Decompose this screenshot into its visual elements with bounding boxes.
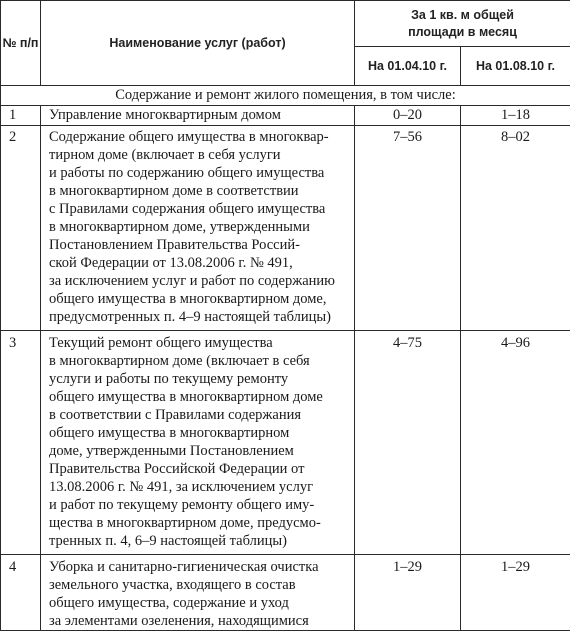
row-value-apr: 7–56 bbox=[355, 126, 461, 331]
table-row bbox=[1, 106, 570, 126]
header-date-1: На 01.04.10 г. bbox=[355, 47, 461, 86]
table-row bbox=[1, 126, 570, 331]
row-description-line: Содержание общего имущества в многоквар- bbox=[49, 128, 350, 146]
section-row bbox=[1, 86, 570, 106]
row-description-line: общего имущества в многоквартирном bbox=[49, 424, 350, 442]
row-description-line: Правительства Российской Федерации от bbox=[49, 460, 350, 478]
row-description-line: с Правилами содержания общего имущества bbox=[49, 200, 350, 218]
header-num: № п/п bbox=[1, 1, 41, 86]
row-value-aug: 4–96 bbox=[461, 331, 570, 555]
row-value-aug: 8–02 bbox=[461, 126, 570, 331]
row-description-line: Текущий ремонт общего имущества bbox=[49, 334, 350, 352]
row-description-line: ской Федерации от 13.08.2006 г. № 491, bbox=[49, 254, 350, 272]
header-price-group: За 1 кв. м общей площади в месяц bbox=[355, 1, 570, 47]
row-description-line: общего имущества, содержание и уход bbox=[49, 594, 350, 612]
header-date-2: На 01.08.10 г. bbox=[461, 47, 570, 86]
row-description-line: за элементами озеленения, находящимися bbox=[49, 612, 350, 630]
row-number: 3 bbox=[1, 331, 41, 555]
row-value-apr: 0–20 bbox=[355, 106, 461, 126]
row-description-line: за исключением услуг и работ по содержанию bbox=[49, 272, 350, 290]
row-description-line: тирном доме (включает в себя услуги bbox=[49, 146, 350, 164]
table-row bbox=[1, 555, 570, 631]
row-description-line: и работ по текущему ремонту общего иму- bbox=[49, 496, 350, 514]
header-row bbox=[1, 1, 570, 47]
row-description-line: в соответствии с Правилами содержания bbox=[49, 406, 350, 424]
row-description-line: предусмотренных п. 4–9 настоящей таблицы) bbox=[49, 308, 350, 326]
row-value-aug: 1–29 bbox=[461, 555, 570, 631]
row-value-apr: 1–29 bbox=[355, 555, 461, 631]
row-description bbox=[41, 331, 355, 555]
row-description-line: 13.08.2006 г. № 491, за исключением услуг bbox=[49, 478, 350, 496]
row-description-line: тренных п. 4, 6–9 настоящей таблицы) bbox=[49, 532, 350, 550]
row-value-aug: 1–18 bbox=[461, 106, 570, 126]
row-description-line: в многоквартирном доме, утвержденными bbox=[49, 218, 350, 236]
row-description-line: и работы по содержанию общего имущества bbox=[49, 164, 350, 182]
row-description-line: земельного участка, входящего в состав bbox=[49, 576, 350, 594]
header-name: Наименование услуг (работ) bbox=[41, 1, 355, 86]
row-description bbox=[41, 106, 355, 126]
row-number: 1 bbox=[1, 106, 41, 126]
row-description-line: Уборка и санитарно-гигиеническая очистка bbox=[49, 558, 350, 576]
row-value-apr: 4–75 bbox=[355, 331, 461, 555]
table-row bbox=[1, 331, 570, 555]
row-description-line: доме, утвержденными Постановлением bbox=[49, 442, 350, 460]
row-description-line: Управление многоквартирным домом bbox=[49, 106, 350, 124]
row-description bbox=[41, 126, 355, 331]
row-number: 2 bbox=[1, 126, 41, 331]
row-description-line: Постановлением Правительства Россий- bbox=[49, 236, 350, 254]
row-number: 4 bbox=[1, 555, 41, 631]
row-description bbox=[41, 555, 355, 631]
section-title: Содержание и ремонт жилого помещения, в том числе: bbox=[1, 86, 570, 106]
row-description-line: в многоквартирном доме в соответствии bbox=[49, 182, 350, 200]
row-description-line: услуги и работы по текущему ремонту bbox=[49, 370, 350, 388]
row-description-line: общего имущества в многоквартирном доме, bbox=[49, 290, 350, 308]
row-description-line: щества в многоквартирном доме, предусмо- bbox=[49, 514, 350, 532]
row-description-line: в многоквартирном доме (включает в себя bbox=[49, 352, 350, 370]
row-description-line: общего имущества в многоквартирном доме bbox=[49, 388, 350, 406]
